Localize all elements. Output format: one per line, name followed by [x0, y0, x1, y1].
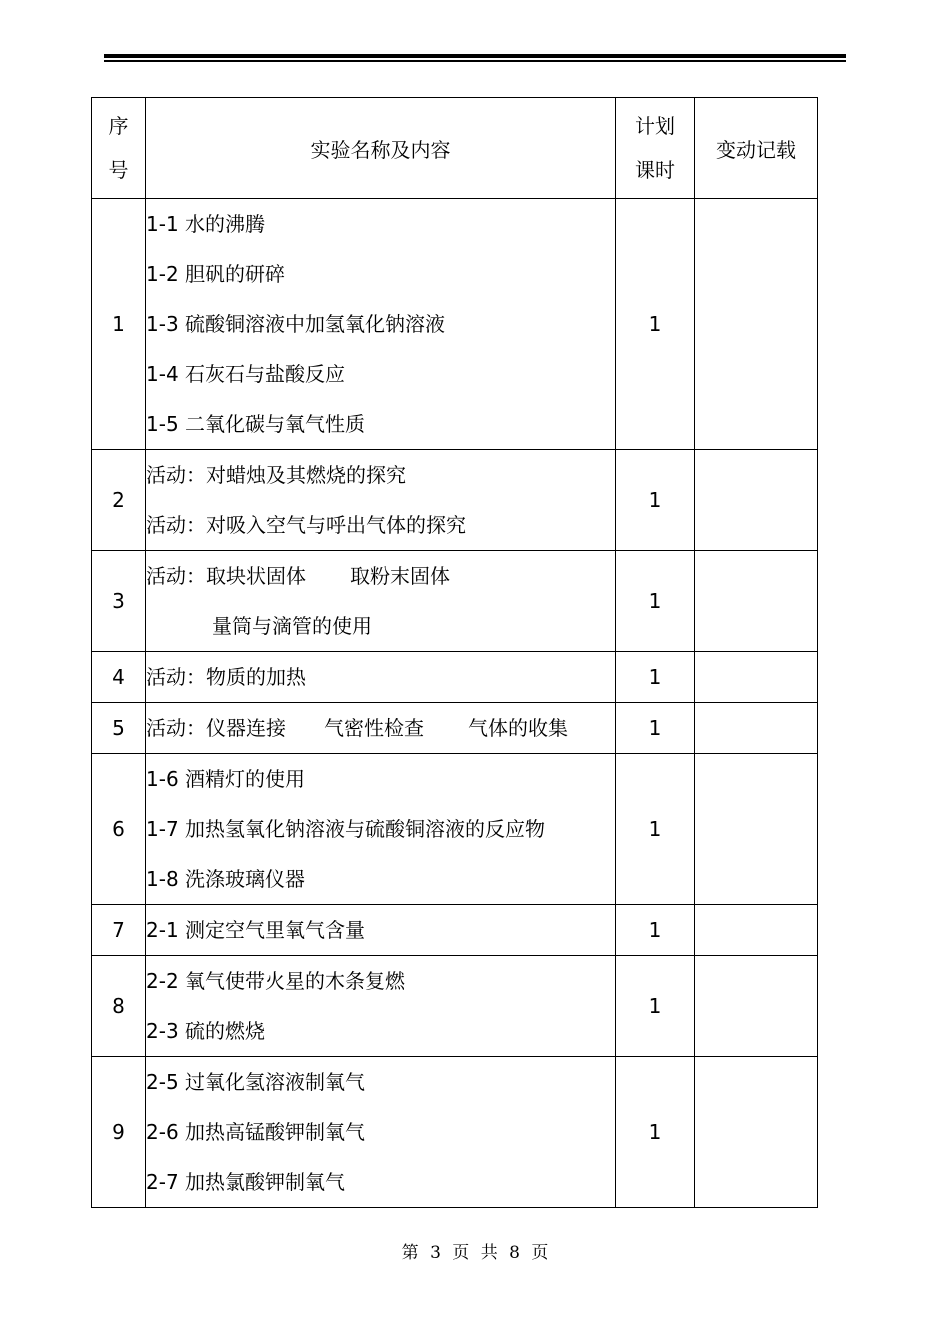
- row-notes: [695, 754, 818, 905]
- row-content: [146, 551, 616, 652]
- row-notes: [695, 956, 818, 1057]
- row-number: 2: [92, 450, 146, 551]
- experiment-item: 活动：物质的加热: [146, 665, 306, 689]
- experiment-item: 1-6 酒精灯的使用: [146, 767, 306, 791]
- table-row: [92, 754, 818, 905]
- header-name-label: 实验名称及内容: [310, 137, 451, 162]
- header-hours-cell: [616, 98, 695, 199]
- experiment-item: 1-1 水的沸腾: [146, 212, 266, 236]
- row-content: [146, 1057, 616, 1208]
- row-notes: [695, 905, 818, 956]
- experiment-item: 1-7 加热氢氧化钠溶液与硫酸铜溶液的反应物: [146, 817, 546, 841]
- row-number: 7: [92, 905, 146, 956]
- row-content: [146, 450, 616, 551]
- row-number: 6: [92, 754, 146, 905]
- experiment-item-line: [146, 551, 615, 601]
- experiment-item: 气密性检查: [324, 716, 424, 740]
- row-hours: 1: [616, 199, 695, 450]
- row-hours: 1: [616, 1057, 695, 1208]
- row-content: [146, 652, 616, 703]
- header-num-line-2: 号: [108, 158, 129, 182]
- experiment-item-line: [146, 703, 615, 753]
- table-row: [92, 551, 818, 652]
- table-row: [92, 703, 818, 754]
- header-hours-line-2: 课时: [635, 158, 675, 182]
- table-row: [92, 1057, 818, 1208]
- experiment-item: 活动：对蜡烛及其燃烧的探究: [146, 463, 406, 487]
- row-content: [146, 956, 616, 1057]
- experiment-item: 活动：对吸入空气与呼出气体的探究: [146, 513, 466, 537]
- row-hours: 1: [616, 905, 695, 956]
- table-row: [92, 652, 818, 703]
- experiment-item: 1-4 石灰石与盐酸反应: [146, 362, 346, 386]
- experiment-item: 2-2 氧气使带火星的木条复燃: [146, 969, 406, 993]
- row-number: 3: [92, 551, 146, 652]
- table-row: [92, 905, 818, 956]
- header-rule-thick: [104, 54, 846, 58]
- page-footer: 第 3 页 共 8 页: [401, 1243, 549, 1263]
- row-number: 1: [92, 199, 146, 450]
- header-num-cell: [92, 98, 146, 199]
- header-notes-cell: [695, 98, 818, 199]
- table-row: [92, 199, 818, 450]
- experiment-item: 活动：仪器连接: [146, 716, 286, 740]
- table-header-row: [92, 98, 818, 199]
- experiment-schedule-table: [91, 97, 818, 1208]
- row-hours: 1: [616, 956, 695, 1057]
- row-hours: 1: [616, 703, 695, 754]
- row-notes: [695, 652, 818, 703]
- row-hours: 1: [616, 551, 695, 652]
- row-notes: [695, 703, 818, 754]
- experiment-item: 2-6 加热高锰酸钾制氧气: [146, 1120, 366, 1144]
- experiment-item: 气体的收集: [468, 716, 568, 740]
- row-number: 8: [92, 956, 146, 1057]
- experiment-item: 2-1 测定空气里氧气含量: [146, 918, 366, 942]
- table-row: [92, 956, 818, 1057]
- row-hours: 1: [616, 450, 695, 551]
- table-row: [92, 450, 818, 551]
- row-number: 4: [92, 652, 146, 703]
- experiment-item: 2-3 硫的燃烧: [146, 1019, 266, 1043]
- experiment-item: 量筒与滴管的使用: [212, 614, 372, 638]
- header-name-cell: [146, 98, 616, 199]
- header-double-rule: [104, 54, 846, 62]
- header-notes-label: 变动记载: [716, 137, 796, 162]
- row-content: [146, 703, 616, 754]
- experiment-item: 活动：取块状固体: [146, 564, 306, 588]
- row-notes: [695, 450, 818, 551]
- experiment-item: 1-5 二氧化碳与氧气性质: [146, 412, 366, 436]
- row-notes: [695, 199, 818, 450]
- header-rule-thin: [104, 60, 846, 62]
- experiment-item: 1-8 洗涤玻璃仪器: [146, 867, 306, 891]
- header-num-line-1: 序: [108, 114, 129, 138]
- experiment-item: 1-3 硫酸铜溶液中加氢氧化钠溶液: [146, 312, 446, 336]
- row-content: [146, 199, 616, 450]
- row-content: [146, 754, 616, 905]
- row-hours: 1: [616, 754, 695, 905]
- experiment-item: 1-2 胆矾的研碎: [146, 262, 286, 286]
- header-hours-line-1: 计划: [635, 114, 675, 138]
- row-hours: 1: [616, 652, 695, 703]
- experiment-item: 2-5 过氧化氢溶液制氧气: [146, 1070, 366, 1094]
- row-content: [146, 905, 616, 956]
- experiment-item: 2-7 加热氯酸钾制氧气: [146, 1170, 346, 1194]
- row-notes: [695, 1057, 818, 1208]
- row-number: 9: [92, 1057, 146, 1208]
- row-notes: [695, 551, 818, 652]
- row-number: 5: [92, 703, 146, 754]
- experiment-item: 取粉末固体: [350, 564, 450, 588]
